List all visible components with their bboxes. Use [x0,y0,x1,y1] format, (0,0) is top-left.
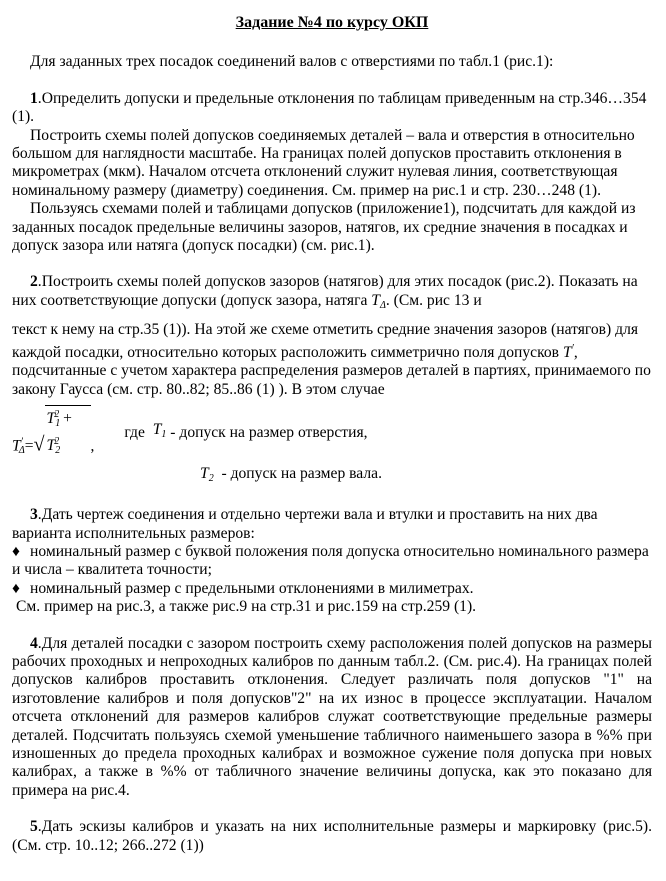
section-3 [12,506,652,616]
section-2-number: 2 [30,273,38,291]
section-1-number: 1 [30,89,38,107]
page-title: Задание №4 по курсу ОКП [235,14,429,31]
section-4-number: 4 [30,634,38,652]
section-1-paragraph-1: 1.Определить допуски и предельные отклонения по таблицам приведенным на стр.346…354 (1). [12,89,647,126]
section-2 [12,273,652,488]
section-4-paragraph: 4.Для деталей посадки с зазором построить схему расположения полей допусков на размеры рабочих проходных и непроходных калибров по данным табл.2. (См. рис.4). На границах полей допусков калибров проставить отклонения. Следует различать поля допусков "1" на изготовление калибров и поля допусков"2" на их износ в процессе эксплуатации. Началом отсчета отклонений для размеров калибров служат соответствующие предельные размеры деталей. Подсчитать пользуясь схемой уменьшение табличного наименьшего зазора в %% при изношенных до предела проходных калибрах и возможное сужение поля допуска при новых калибрах, а также в %% от табличного значение величины допуска, как это показано для примера на рис.4. [12,634,652,799]
symbol-t-prime: T′ [562,342,574,361]
section-3-bullet-1: ♦ номинальный размер с буквой положения поля допуска относительно номинального размера и числа – квалитета точности; [12,542,649,579]
document-page [12,10,652,855]
diamond-bullet-icon: ♦ [12,542,20,560]
section-3-example: См. пример на рис.3, а также рис.9 на стр.31 и рис.159 на стр.259 (1). [16,598,477,616]
t2-line [200,465,652,488]
section-2-paragraph-b: текст к нему на стр.35 (1)). На этой же схеме отметить средние значения зазоров (натягов) для каждой посадки, относительно которых расположить симметрично поля допусков T′, подсчитанные с учетом характера распределения размеров деталей в партиях, принимаемого по закону Гаусса (см. стр. 80..82; 85..86 (1) ). В этом случае [12,321,651,398]
section-3-bullet-2: ♦ номинальный размер с предельными отклонениями в милиметрах. [12,579,474,597]
symbol-t1: $T_1$ [152,421,167,441]
diamond-bullet-icon: ♦ [12,579,20,597]
t2-description: - допуск на размер вала. [221,464,382,482]
section-1 [12,90,652,256]
section-5 [12,818,652,855]
symbol-t-delta: $T_\Delta$ [371,291,386,311]
symbol-t2: $T_2$ [200,464,214,484]
section-3-number: 3 [30,506,38,524]
t1-description: - допуск на размер отверстия, [170,423,368,441]
intro-paragraph: Для заданных трех посадок соединений валов с отверстиями по табл.1 (рис.1): [30,53,554,71]
section-1-paragraph-3: Пользуясь схемами полей и таблицами допусков (приложение1), подсчитать для каждой из заданных посадок предельные величины зазоров, натягов, их средние значения в посадках и допуск зазора или натяга (допуск посадки) (см. рис.1). [12,200,636,255]
tolerance-formula [12,405,652,461]
formula-expression: $T'_\Delta=√T_1^2 + T_2^2$ , [12,405,94,461]
section-5-paragraph: 5.Дать эскизы калибров и указать на них исполнительные размеры и маркировку (рис.5). (См. стр. 10..12; 266..272 (1)) [12,818,652,854]
section-1-paragraph-2: Построить схемы полей допусков соединяемых деталей – вала и отверстия в относительно большом для наглядности масштабе. На границах полей допусков проставить отклонения в микрометрах (мкм). Началом отсчета отклонений служит нулевая линия, соответствующая номинальному размеру (диаметру) соединения. См. пример на рис.1 и стр. 230…248 (1). [12,126,635,199]
where-label: где [124,423,145,441]
section-3-paragraph: 3.Дать чертеж соединения и отдельно чертежи вала и втулки и проставить на них два варианта исполнительных размеров: [12,506,598,542]
section-5-number: 5 [30,818,38,836]
section-2-paragraph-a: 2.Построить схемы полей допусков зазоров (натягов) для этих посадок (рис.2). Показать на них соответствующие допуски (допуск зазора, натяга $T_\Delta$. (См. рис 13 и [12,273,638,311]
section-4 [12,635,652,801]
